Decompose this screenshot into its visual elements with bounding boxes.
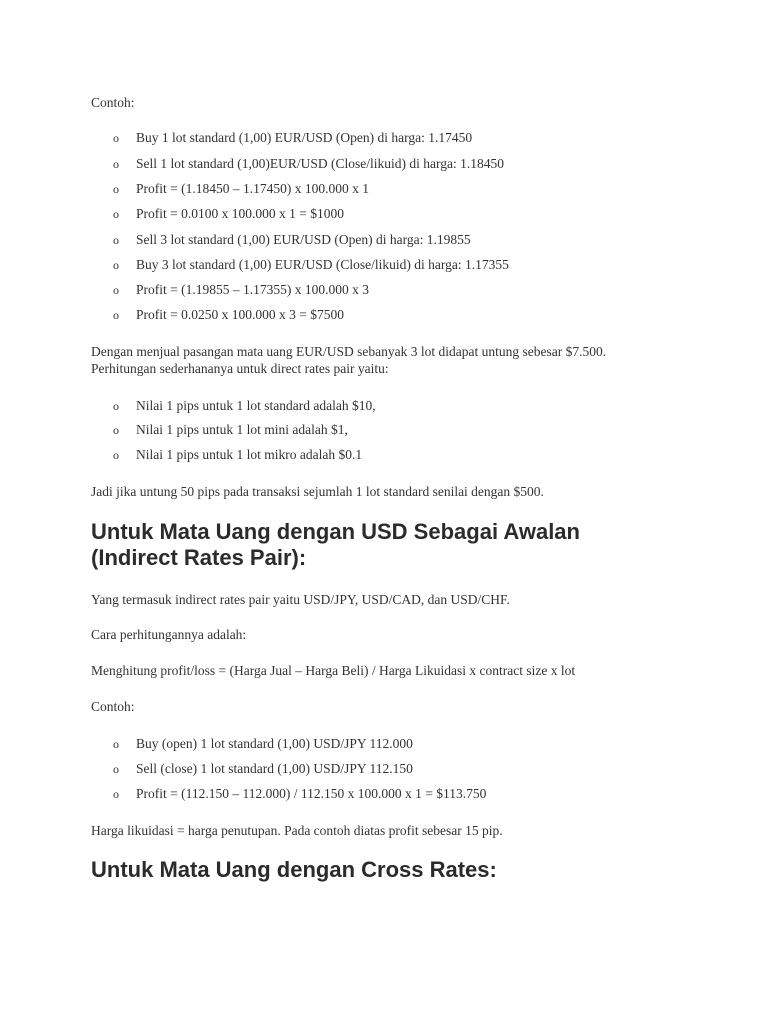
summary-line: Dengan menjual pasangan mata uang EUR/USD sebanyak 3 lot didapat untung sebesar $7.500. <box>91 344 607 359</box>
pairs-paragraph: Yang termasuk indirect rates pair yaitu USD/JPY, USD/CAD, dan USD/CHF. <box>91 592 510 607</box>
conclusion-paragraph: Jadi jika untung 50 pips pada transaksi sejumlah 1 lot standard senilai dengan $500. <box>91 484 544 499</box>
bullet-marker: o <box>113 423 119 437</box>
method-intro: Cara perhitungannya adalah: <box>91 627 247 642</box>
formula-paragraph: Menghitung profit/loss = (Harga Jual – Harga Beli) / Harga Likuidasi x contract size x lot <box>91 663 576 678</box>
summary-line: Perhitungan sederhananya untuk direct rates pair yaitu: <box>91 361 389 376</box>
bullet-marker: o <box>113 762 119 776</box>
bullet-marker: o <box>113 157 119 171</box>
bullet-marker: o <box>113 182 119 196</box>
bullet-marker: o <box>113 258 119 272</box>
bullet-marker: o <box>113 233 119 247</box>
section-heading-cross-rates: Untuk Mata Uang dengan Cross Rates: <box>91 857 497 882</box>
bullet-marker: o <box>113 399 119 413</box>
example-label: Contoh: <box>91 95 135 110</box>
heading-line: Untuk Mata Uang dengan USD Sebagai Awalan <box>91 519 580 544</box>
section-heading-indirect <box>91 519 711 571</box>
bullet-marker: o <box>113 308 119 322</box>
example-label: Contoh: <box>91 699 135 714</box>
bullet-marker: o <box>113 207 119 221</box>
bullet-marker: o <box>113 448 119 462</box>
heading-line: (Indirect Rates Pair): <box>91 545 307 570</box>
bullet-marker: o <box>113 283 119 297</box>
bullet-marker: o <box>113 131 119 145</box>
note-paragraph: Harga likuidasi = harga penutupan. Pada contoh diatas profit sebesar 15 pip. <box>91 823 503 838</box>
bullet-marker: o <box>113 787 119 801</box>
document-page: Contoh: o Buy 1 lot standard (1,00) EUR/USD (Open) di harga: 1.17450 o Sell 1 lot standard (1,00)EUR/USD (Close/likuid) di harga: 1.18450 o Profit = (1.18450 – 1.17450) x 100.000 x 1 o Profit = 0.0100 x 100.000 x 1 = $1000 o Sell 3 lot standard (1,00) EUR/USD (Open) di harga: 1.19855 o Buy 3 lot standard (1,00) EUR/USD (Close/likuid) di harga: 1.17355 o Profit = (1.19855 – 1.17355) x 100.000 x 3 o Profit = 0.0250 x 100.000 x 3 = $7500 Dengan menjual pasangan mata uang EUR/USD sebanyak 3 lot didapat untung sebesar $7.500. Perhitungan sederhananya untuk direct rates pair yaitu: o Nilai 1 pips untuk 1 lot standard adalah $10, o Nilai 1 pips untuk 1 lot mini adalah $1, o Nilai 1 pips untuk 1 lot mikro adalah $0.1 Jadi jika untung 50 pips pada transaksi sejumlah 1 lot standard senilai dengan $500. Untuk Mata Uang dengan USD Sebagai Awalan (Indirect Rates Pair): Yang termasuk indirect rates pair yaitu USD/JPY, USD/CAD, dan USD/CHF. Cara perhitungannya adalah: Menghitung profit/loss = (Harga Jual – Harga Beli) / Harga Likuidasi x contract size x lot Contoh: o Buy (open) 1 lot standard (1,00) USD/JPY 112.000 o Sell (close) 1 lot standard (1,00) USD/JPY 112.150 o Profit = (112.150 – 112.000) / 112.150 x 100.000 x 1 = $113.750 Harga likuidasi = harga penutupan. Pada contoh diatas profit sebesar 15 pip. Untuk Mata Uang dengan Cross Rates: <box>0 0 768 1024</box>
bullet-marker: o <box>113 737 119 751</box>
